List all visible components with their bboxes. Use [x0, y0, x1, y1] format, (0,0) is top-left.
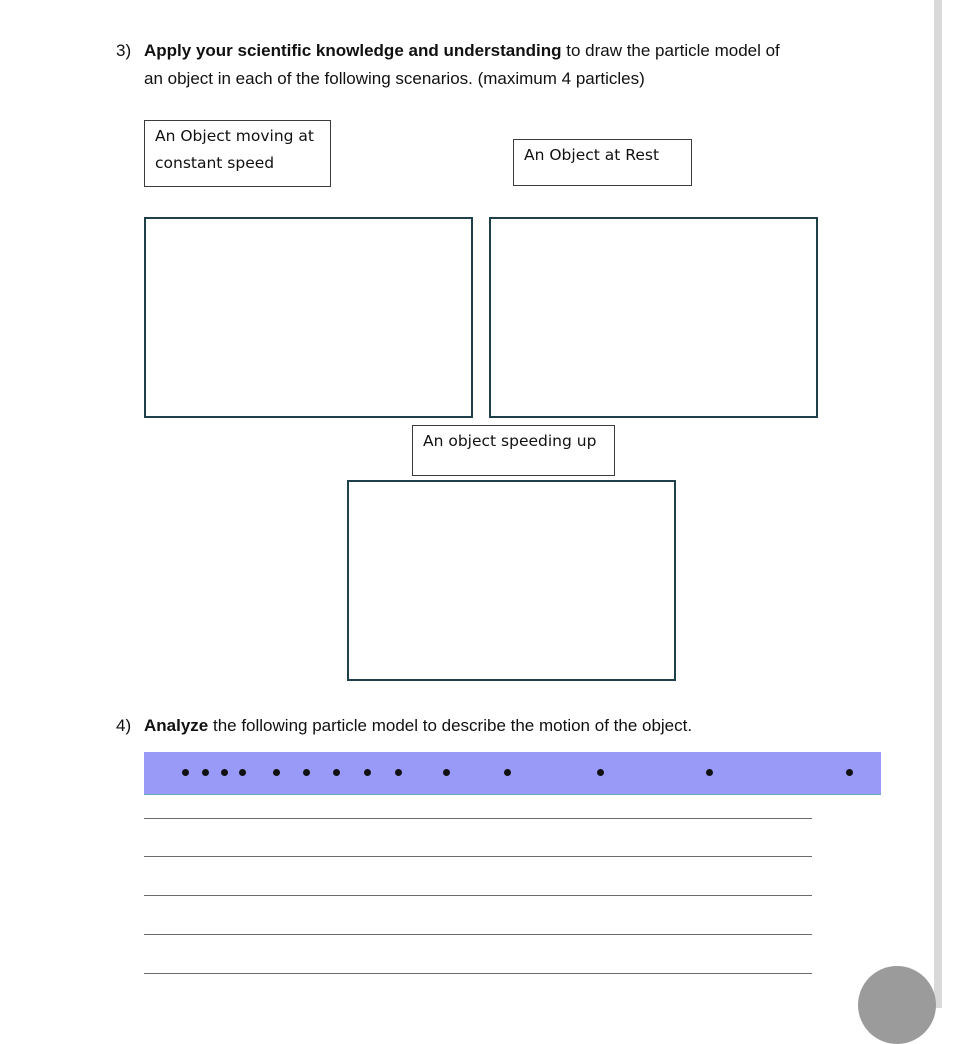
particle-dot [182, 769, 189, 776]
particle-dot [221, 769, 228, 776]
particle-model-strip [144, 752, 881, 795]
label-object-at-rest: An Object at Rest [513, 139, 692, 186]
particle-dot [364, 769, 371, 776]
particle-dot [202, 769, 209, 776]
answer-line-1[interactable] [144, 818, 812, 819]
question-3-line-1 [144, 37, 844, 65]
question-3-number: 3) [116, 41, 132, 60]
particle-dot [597, 769, 604, 776]
particle-dot [333, 769, 340, 776]
question-3-bold: Apply your scientific knowledge and understanding [144, 41, 562, 60]
question-4-rest: the following particle model to describe the motion of the object. [208, 716, 693, 735]
question-4-bold: Analyze [144, 716, 209, 735]
particle-dot [846, 769, 853, 776]
page-edge [942, 0, 958, 1008]
answer-line-4[interactable] [144, 934, 812, 935]
floating-action-button[interactable] [858, 966, 936, 1044]
drawing-box-at-rest[interactable] [489, 217, 818, 418]
question-4-text [144, 712, 844, 740]
particle-dot [273, 769, 280, 776]
drawing-box-constant-speed[interactable] [144, 217, 473, 418]
particle-dot [239, 769, 246, 776]
question-4-number: 4) [116, 716, 132, 735]
scrollbar-track[interactable] [934, 0, 942, 1008]
particle-dot [504, 769, 511, 776]
particle-dot [443, 769, 450, 776]
question-3-line-2: an object in each of the following scenarios. (maximum 4 particles) [144, 69, 645, 88]
label-moving-constant-speed: An Object moving at constant speed [144, 120, 331, 187]
particle-dot [395, 769, 402, 776]
drawing-box-speeding-up[interactable] [347, 480, 676, 681]
question-3-rest: to draw the particle model of [561, 41, 780, 60]
answer-line-5[interactable] [144, 973, 812, 974]
answer-line-3[interactable] [144, 895, 812, 896]
label-speeding-up: An object speeding up [412, 425, 615, 476]
particle-dot [303, 769, 310, 776]
particle-dot [706, 769, 713, 776]
answer-line-2[interactable] [144, 856, 812, 857]
